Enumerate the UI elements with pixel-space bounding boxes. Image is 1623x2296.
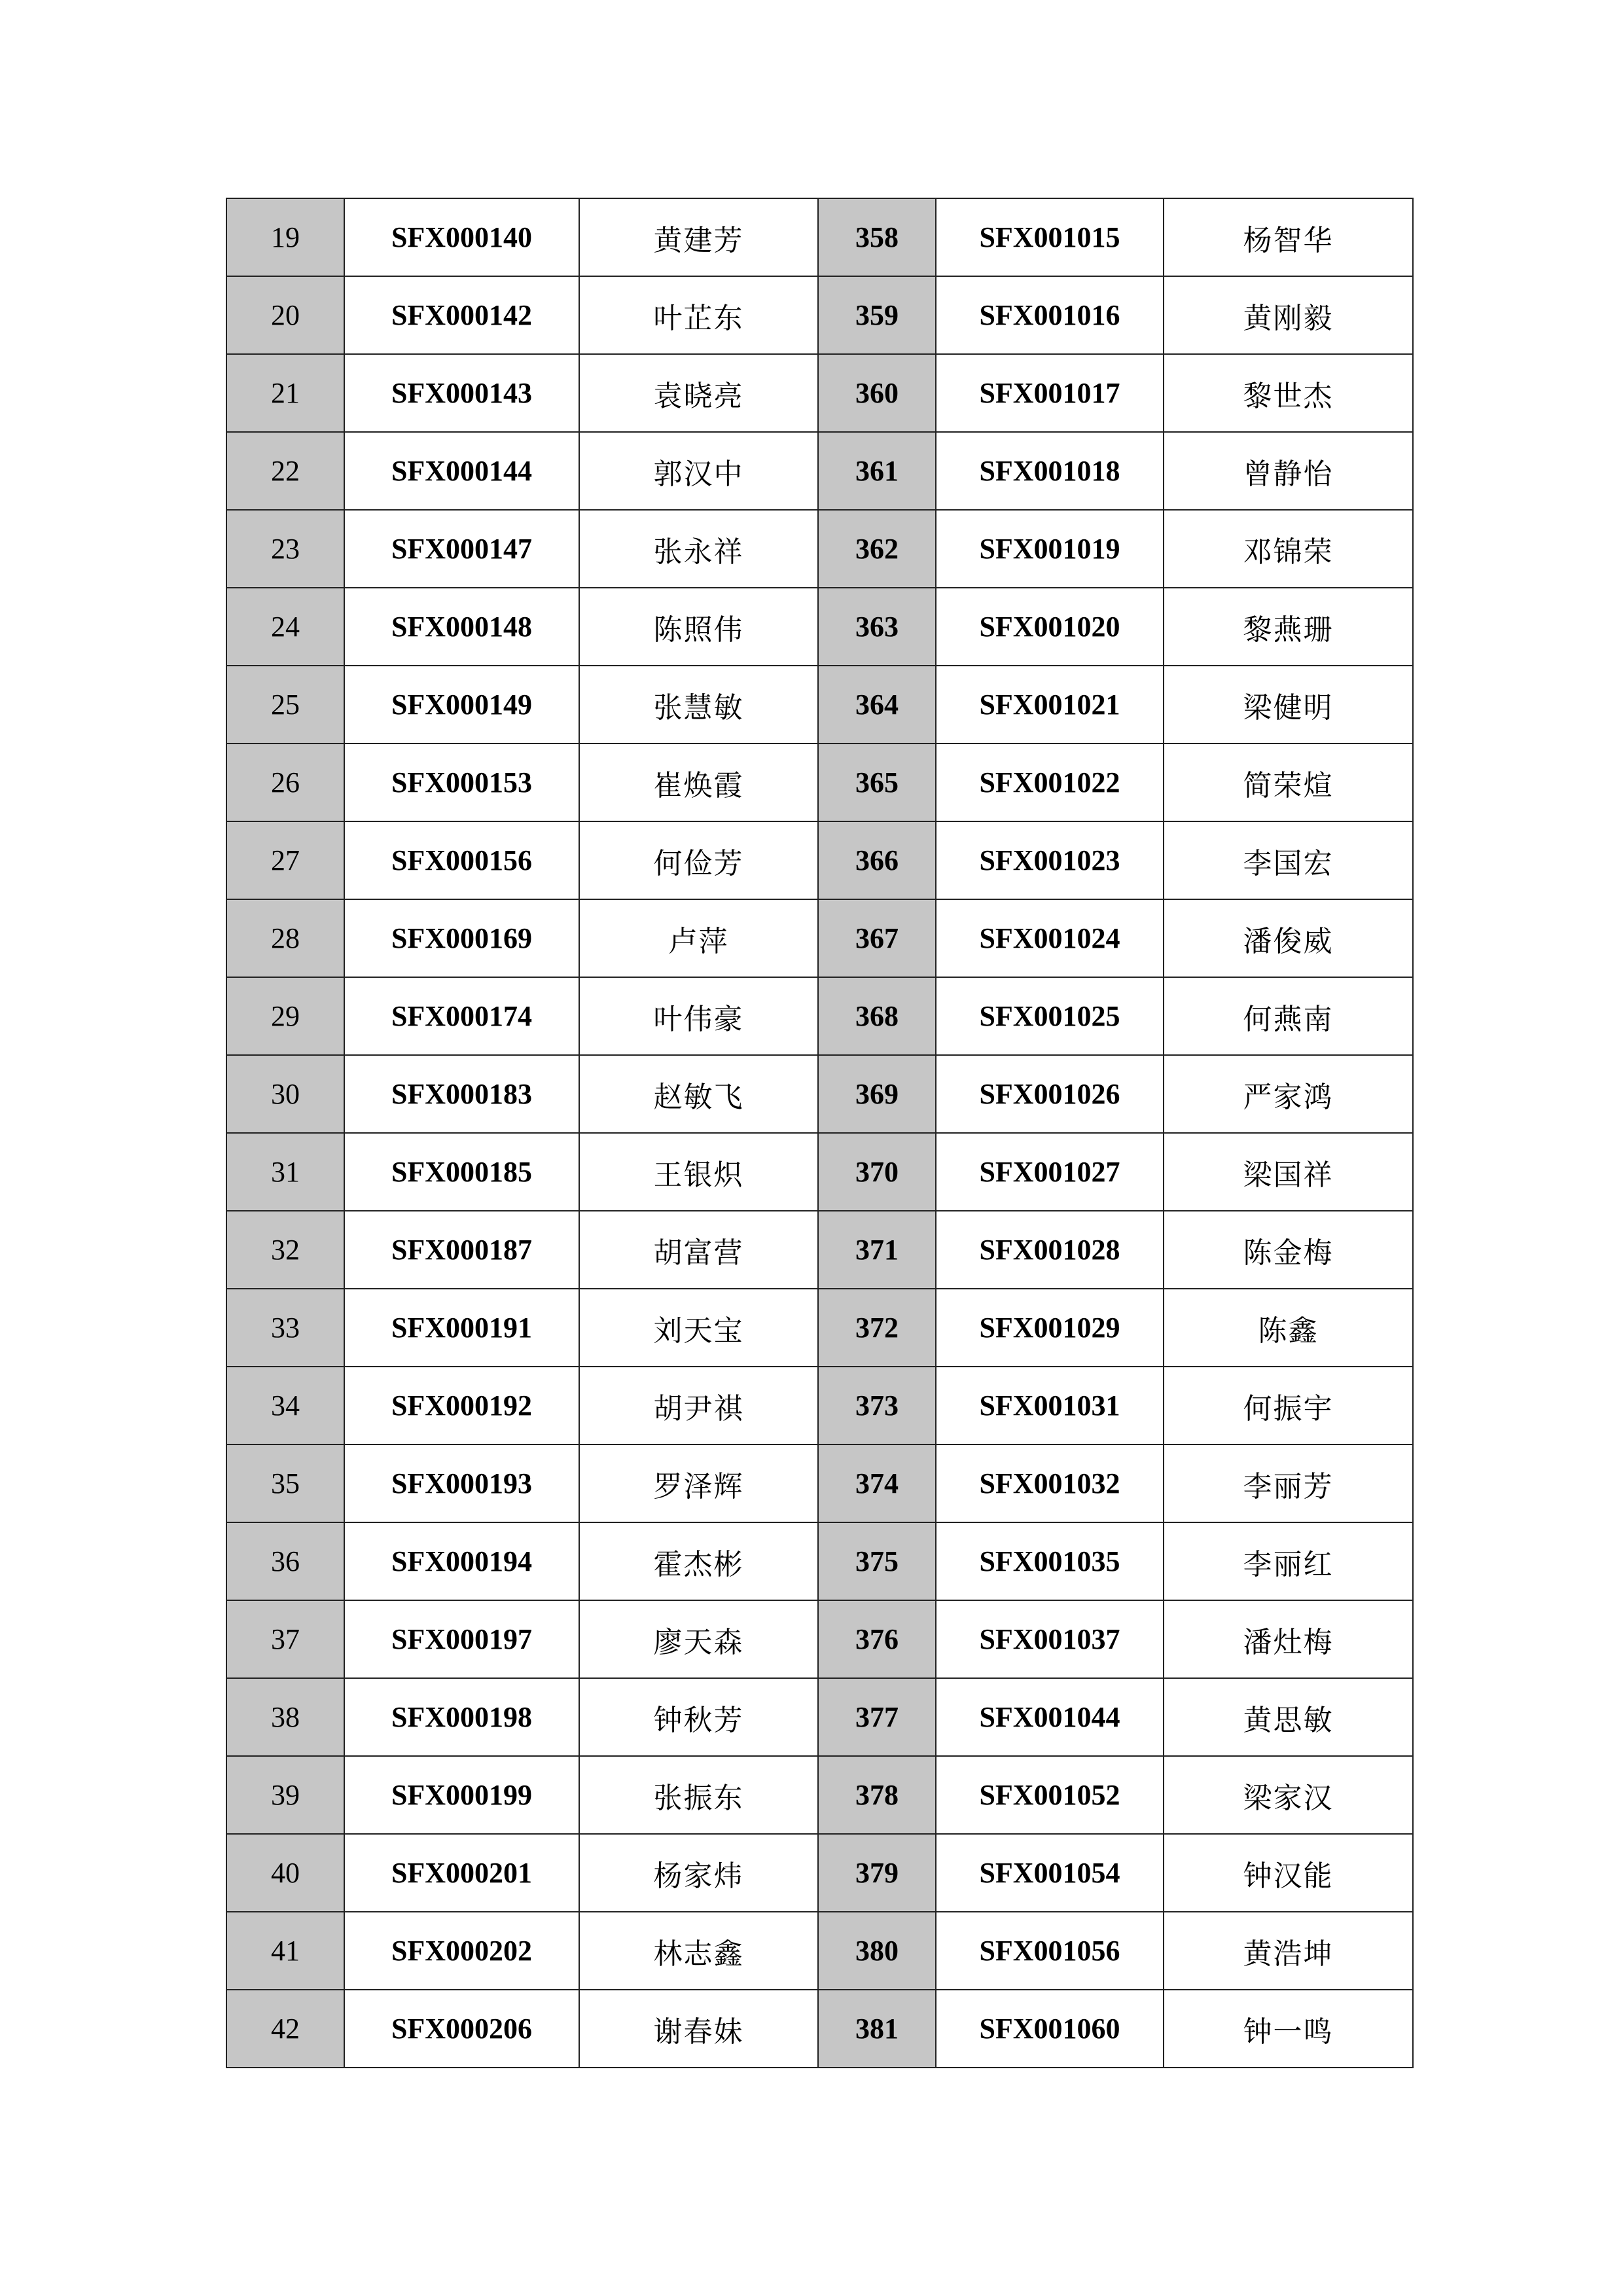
right-name-cell: 李丽芳 (1164, 1444, 1413, 1522)
left-code-cell: SFX000206 (344, 1990, 579, 2068)
left-name-cell: 钟秋芳 (579, 1678, 818, 1756)
table-row (226, 588, 1413, 666)
right-index-cell: 362 (818, 510, 936, 588)
right-index-cell: 360 (818, 354, 936, 432)
right-name-cell: 钟汉能 (1164, 1834, 1413, 1912)
roster-page (226, 198, 1412, 2068)
table-row (226, 977, 1413, 1055)
right-code-cell: SFX001026 (936, 1055, 1164, 1133)
table-row (226, 744, 1413, 821)
table-row (226, 1444, 1413, 1522)
right-code-cell: SFX001054 (936, 1834, 1164, 1912)
right-code-cell: SFX001020 (936, 588, 1164, 666)
right-code-cell: SFX001018 (936, 432, 1164, 510)
right-index-cell: 381 (818, 1990, 936, 2068)
right-code-cell: SFX001037 (936, 1600, 1164, 1678)
left-index-cell: 33 (226, 1289, 344, 1367)
right-index-cell: 367 (818, 899, 936, 977)
left-code-cell: SFX000197 (344, 1600, 579, 1678)
left-name-cell: 林志鑫 (579, 1912, 818, 1990)
left-code-cell: SFX000153 (344, 744, 579, 821)
left-code-cell: SFX000156 (344, 821, 579, 899)
right-name-cell: 梁健明 (1164, 666, 1413, 744)
table-row (226, 276, 1413, 354)
left-name-cell: 黄建芳 (579, 198, 818, 276)
right-index-cell: 376 (818, 1600, 936, 1678)
left-code-cell: SFX000183 (344, 1055, 579, 1133)
left-name-cell: 杨家炜 (579, 1834, 818, 1912)
right-name-cell: 邓锦荣 (1164, 510, 1413, 588)
right-index-cell: 358 (818, 198, 936, 276)
left-index-cell: 29 (226, 977, 344, 1055)
right-code-cell: SFX001023 (936, 821, 1164, 899)
left-code-cell: SFX000198 (344, 1678, 579, 1756)
right-code-cell: SFX001032 (936, 1444, 1164, 1522)
right-code-cell: SFX001028 (936, 1211, 1164, 1289)
left-code-cell: SFX000148 (344, 588, 579, 666)
left-name-cell: 胡尹祺 (579, 1367, 818, 1444)
left-code-cell: SFX000169 (344, 899, 579, 977)
left-index-cell: 38 (226, 1678, 344, 1756)
table-row (226, 1133, 1413, 1211)
left-name-cell: 胡富营 (579, 1211, 818, 1289)
left-index-cell: 28 (226, 899, 344, 977)
left-name-cell: 赵敏飞 (579, 1055, 818, 1133)
left-name-cell: 谢春妹 (579, 1990, 818, 2068)
right-index-cell: 371 (818, 1211, 936, 1289)
right-index-cell: 365 (818, 744, 936, 821)
left-code-cell: SFX000193 (344, 1444, 579, 1522)
right-name-cell: 黄思敏 (1164, 1678, 1413, 1756)
table-row (226, 1055, 1413, 1133)
left-index-cell: 19 (226, 198, 344, 276)
right-name-cell: 黎燕珊 (1164, 588, 1413, 666)
left-index-cell: 34 (226, 1367, 344, 1444)
left-index-cell: 22 (226, 432, 344, 510)
left-index-cell: 36 (226, 1522, 344, 1600)
right-index-cell: 380 (818, 1912, 936, 1990)
right-name-cell: 潘灶梅 (1164, 1600, 1413, 1678)
table-row (226, 1756, 1413, 1834)
left-index-cell: 39 (226, 1756, 344, 1834)
right-code-cell: SFX001025 (936, 977, 1164, 1055)
right-name-cell: 梁国祥 (1164, 1133, 1413, 1211)
left-name-cell: 郭汉中 (579, 432, 818, 510)
right-code-cell: SFX001019 (936, 510, 1164, 588)
table-row (226, 1522, 1413, 1600)
right-code-cell: SFX001031 (936, 1367, 1164, 1444)
left-index-cell: 27 (226, 821, 344, 899)
left-code-cell: SFX000191 (344, 1289, 579, 1367)
left-code-cell: SFX000144 (344, 432, 579, 510)
left-code-cell: SFX000147 (344, 510, 579, 588)
left-code-cell: SFX000202 (344, 1912, 579, 1990)
right-index-cell: 375 (818, 1522, 936, 1600)
left-code-cell: SFX000142 (344, 276, 579, 354)
left-index-cell: 25 (226, 666, 344, 744)
left-code-cell: SFX000174 (344, 977, 579, 1055)
right-name-cell: 钟一鸣 (1164, 1990, 1413, 2068)
right-code-cell: SFX001044 (936, 1678, 1164, 1756)
left-name-cell: 何俭芳 (579, 821, 818, 899)
left-code-cell: SFX000143 (344, 354, 579, 432)
left-code-cell: SFX000199 (344, 1756, 579, 1834)
right-name-cell: 潘俊威 (1164, 899, 1413, 977)
right-name-cell: 黄浩坤 (1164, 1912, 1413, 1990)
right-code-cell: SFX001060 (936, 1990, 1164, 2068)
right-name-cell: 陈鑫 (1164, 1289, 1413, 1367)
left-name-cell: 张慧敏 (579, 666, 818, 744)
right-name-cell: 曾静怡 (1164, 432, 1413, 510)
right-index-cell: 369 (818, 1055, 936, 1133)
table-row (226, 1600, 1413, 1678)
table-row (226, 1834, 1413, 1912)
left-code-cell: SFX000192 (344, 1367, 579, 1444)
left-index-cell: 21 (226, 354, 344, 432)
left-name-cell: 王银炽 (579, 1133, 818, 1211)
right-name-cell: 黄刚毅 (1164, 276, 1413, 354)
table-row (226, 821, 1413, 899)
table-row (226, 1990, 1413, 2068)
roster-table-body (226, 198, 1413, 2068)
table-row (226, 1678, 1413, 1756)
right-index-cell: 373 (818, 1367, 936, 1444)
table-row (226, 666, 1413, 744)
right-index-cell: 359 (818, 276, 936, 354)
right-name-cell: 何振宇 (1164, 1367, 1413, 1444)
left-name-cell: 霍杰彬 (579, 1522, 818, 1600)
table-row (226, 198, 1413, 276)
right-index-cell: 379 (818, 1834, 936, 1912)
left-index-cell: 31 (226, 1133, 344, 1211)
table-row (226, 1289, 1413, 1367)
left-name-cell: 张振东 (579, 1756, 818, 1834)
left-index-cell: 32 (226, 1211, 344, 1289)
right-index-cell: 370 (818, 1133, 936, 1211)
table-row (226, 1211, 1413, 1289)
left-index-cell: 26 (226, 744, 344, 821)
right-name-cell: 陈金梅 (1164, 1211, 1413, 1289)
left-index-cell: 35 (226, 1444, 344, 1522)
right-name-cell: 简荣煊 (1164, 744, 1413, 821)
left-code-cell: SFX000149 (344, 666, 579, 744)
right-code-cell: SFX001022 (936, 744, 1164, 821)
left-code-cell: SFX000194 (344, 1522, 579, 1600)
left-index-cell: 23 (226, 510, 344, 588)
table-row (226, 1912, 1413, 1990)
right-index-cell: 366 (818, 821, 936, 899)
right-index-cell: 374 (818, 1444, 936, 1522)
right-code-cell: SFX001029 (936, 1289, 1164, 1367)
left-name-cell: 刘天宝 (579, 1289, 818, 1367)
left-code-cell: SFX000185 (344, 1133, 579, 1211)
right-code-cell: SFX001017 (936, 354, 1164, 432)
table-row (226, 432, 1413, 510)
right-name-cell: 严家鸿 (1164, 1055, 1413, 1133)
right-code-cell: SFX001024 (936, 899, 1164, 977)
table-row (226, 510, 1413, 588)
right-name-cell: 何燕南 (1164, 977, 1413, 1055)
table-row (226, 354, 1413, 432)
left-index-cell: 42 (226, 1990, 344, 2068)
left-name-cell: 张永祥 (579, 510, 818, 588)
right-index-cell: 363 (818, 588, 936, 666)
table-row (226, 899, 1413, 977)
right-name-cell: 梁家汉 (1164, 1756, 1413, 1834)
left-code-cell: SFX000187 (344, 1211, 579, 1289)
left-name-cell: 廖天森 (579, 1600, 818, 1678)
right-code-cell: SFX001035 (936, 1522, 1164, 1600)
right-name-cell: 李国宏 (1164, 821, 1413, 899)
left-index-cell: 24 (226, 588, 344, 666)
right-index-cell: 378 (818, 1756, 936, 1834)
right-code-cell: SFX001015 (936, 198, 1164, 276)
right-index-cell: 364 (818, 666, 936, 744)
right-code-cell: SFX001021 (936, 666, 1164, 744)
right-index-cell: 368 (818, 977, 936, 1055)
left-name-cell: 罗泽辉 (579, 1444, 818, 1522)
roster-table (226, 198, 1414, 2068)
left-name-cell: 崔焕霞 (579, 744, 818, 821)
right-code-cell: SFX001016 (936, 276, 1164, 354)
right-code-cell: SFX001056 (936, 1912, 1164, 1990)
right-index-cell: 361 (818, 432, 936, 510)
right-code-cell: SFX001052 (936, 1756, 1164, 1834)
right-name-cell: 黎世杰 (1164, 354, 1413, 432)
left-name-cell: 叶芷东 (579, 276, 818, 354)
right-index-cell: 377 (818, 1678, 936, 1756)
left-code-cell: SFX000140 (344, 198, 579, 276)
left-index-cell: 41 (226, 1912, 344, 1990)
left-name-cell: 卢萍 (579, 899, 818, 977)
left-index-cell: 30 (226, 1055, 344, 1133)
table-row (226, 1367, 1413, 1444)
left-name-cell: 陈照伟 (579, 588, 818, 666)
left-code-cell: SFX000201 (344, 1834, 579, 1912)
right-index-cell: 372 (818, 1289, 936, 1367)
left-name-cell: 袁晓亮 (579, 354, 818, 432)
left-index-cell: 20 (226, 276, 344, 354)
left-index-cell: 40 (226, 1834, 344, 1912)
right-code-cell: SFX001027 (936, 1133, 1164, 1211)
left-index-cell: 37 (226, 1600, 344, 1678)
left-name-cell: 叶伟豪 (579, 977, 818, 1055)
right-name-cell: 杨智华 (1164, 198, 1413, 276)
right-name-cell: 李丽红 (1164, 1522, 1413, 1600)
